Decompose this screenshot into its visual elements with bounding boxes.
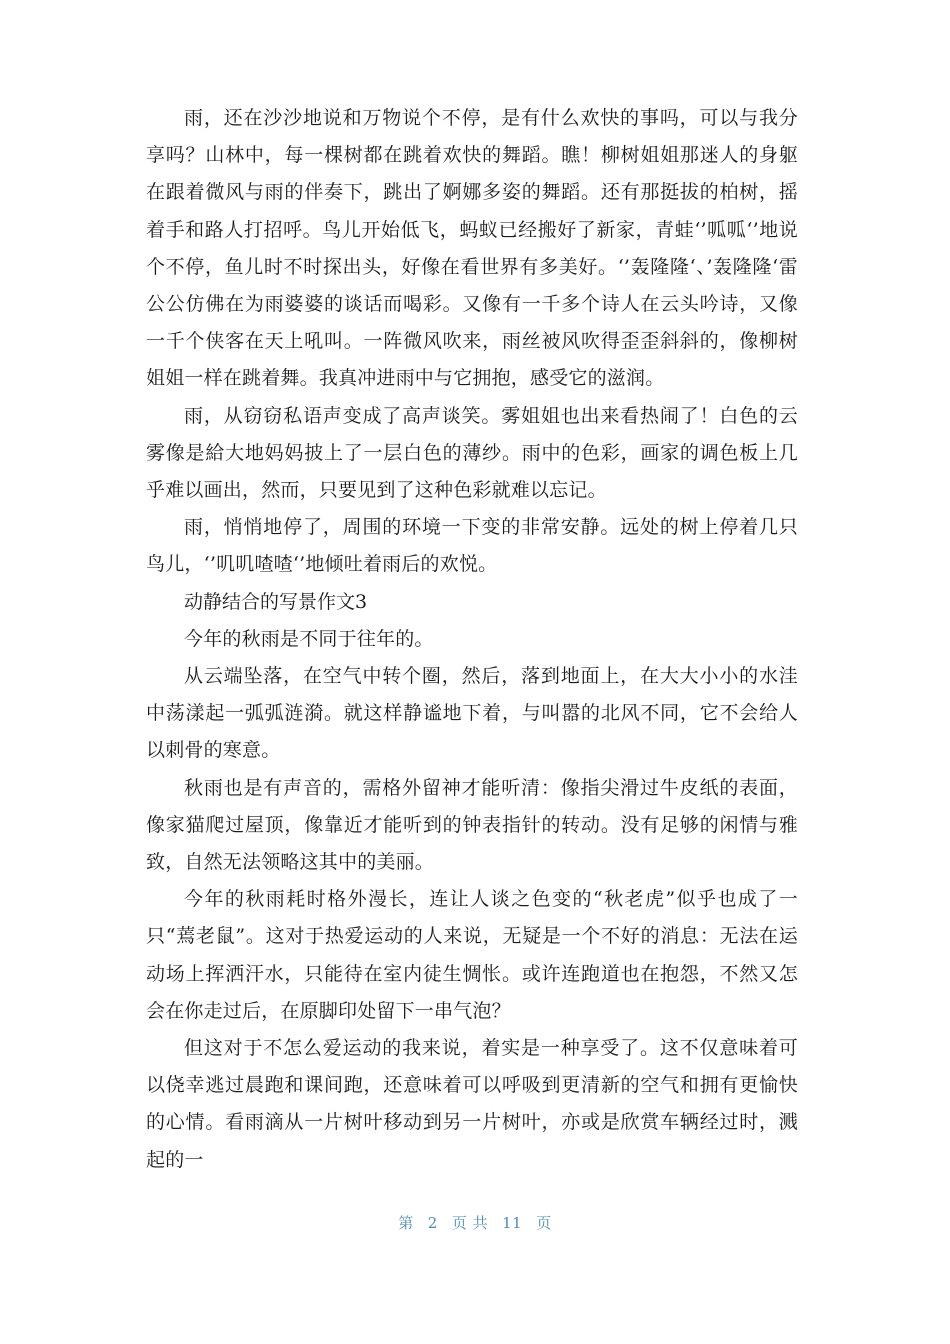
paragraph: 今年的秋雨是不同于往年的。 <box>184 627 434 650</box>
page-footer <box>0 1212 950 1233</box>
footer-label-page: 第 <box>398 1214 414 1232</box>
paragraph: 今年的秋雨耗时格外漫长，连让人谈之色变的“秋老虎”似乎也成了一只“蔫老鼠”。这对于热爱运动的人来说，无疑是一个不好的消息：无法在运动场上挥洒汗水，只能待在室内徒生惆怅。或许连跑道也在抱怨，不然又怎会在你走过后，在原脚印处留下一串气泡？ <box>146 888 798 1022</box>
document-body <box>146 100 798 1179</box>
paragraph: 但这对于不怎么爱运动的我来说，着实是一种享受了。这不仅意味着可以侥幸逃过晨跑和课间跑，还意味着可以呼吸到更清新的空气和拥有更愉快的心情。看雨滴从一片树叶移动到另一片树叶，亦或是欣赏车辆经过时，溅起的一 <box>146 1037 798 1171</box>
paragraph: 雨，悄悄地停了，周围的环境一下变的非常安静。远处的树上停着几只鸟儿，‘’叽叽喳喳‘’地倾吐着雨后的欢悦。 <box>146 516 798 576</box>
paragraph: 雨，还在沙沙地说和万物说个不停，是有什么欢快的事吗，可以与我分享吗？山林中，每一棵树都在跳着欢快的舞蹈。瞧！柳树姐姐那迷人的身躯在跟着微风与雨的伴奏下，跳出了婀娜多姿的舞蹈。还有那挺拔的柏树，摇着手和路人打招呼。鸟儿开始低飞，蚂蚁已经搬好了新家，青蛙‘’呱呱‘’地说个不停，鱼儿时不时探出头，好像在看世界有多美好。‘’轰隆隆‘、’轰隆隆‘雷公公仿佛在为雨婆婆的谈话而喝彩。又像有一千多个诗人在云头吟诗，又像一千个侠客在天上吼叫。一阵微风吹来，雨丝被风吹得歪歪斜斜的，像柳树姐姐一样在跳着舞。我真冲进雨中与它拥抱，感受它的滋润。 <box>146 107 798 390</box>
footer-total-pages: 11 <box>502 1214 523 1232</box>
paragraph: 雨，从窃窃私语声变成了高声谈笑。雾姐姐也出来看热闹了！白色的云雾像是給大地妈妈披上了一层白色的薄纱。雨中的色彩，画家的调色板上几乎难以画出，然而，只要见到了这种色彩就难以忘记。 <box>146 404 798 502</box>
footer-current-page: 2 <box>427 1214 438 1232</box>
paragraph: 秋雨也是有声音的，需格外留神才能听清：像指尖滑过牛皮纸的表面，像家猫爬过屋顶，像靠近才能听到的钟表指针的转动。没有足够的闲情与雅致，自然无法领略这其中的美丽。 <box>146 776 798 874</box>
footer-label-end: 页 <box>536 1214 552 1232</box>
footer-label-of: 页 共 <box>451 1214 489 1232</box>
section-heading: 动静结合的写景作文3 <box>184 590 368 613</box>
paragraph: 从云端坠落，在空气中转个圈，然后，落到地面上，在大大小小的水洼中荡漾起一弧弧涟漪。就这样静谧地下着，与叫嚣的北风不同，它不会给人以刺骨的寒意。 <box>146 665 798 762</box>
